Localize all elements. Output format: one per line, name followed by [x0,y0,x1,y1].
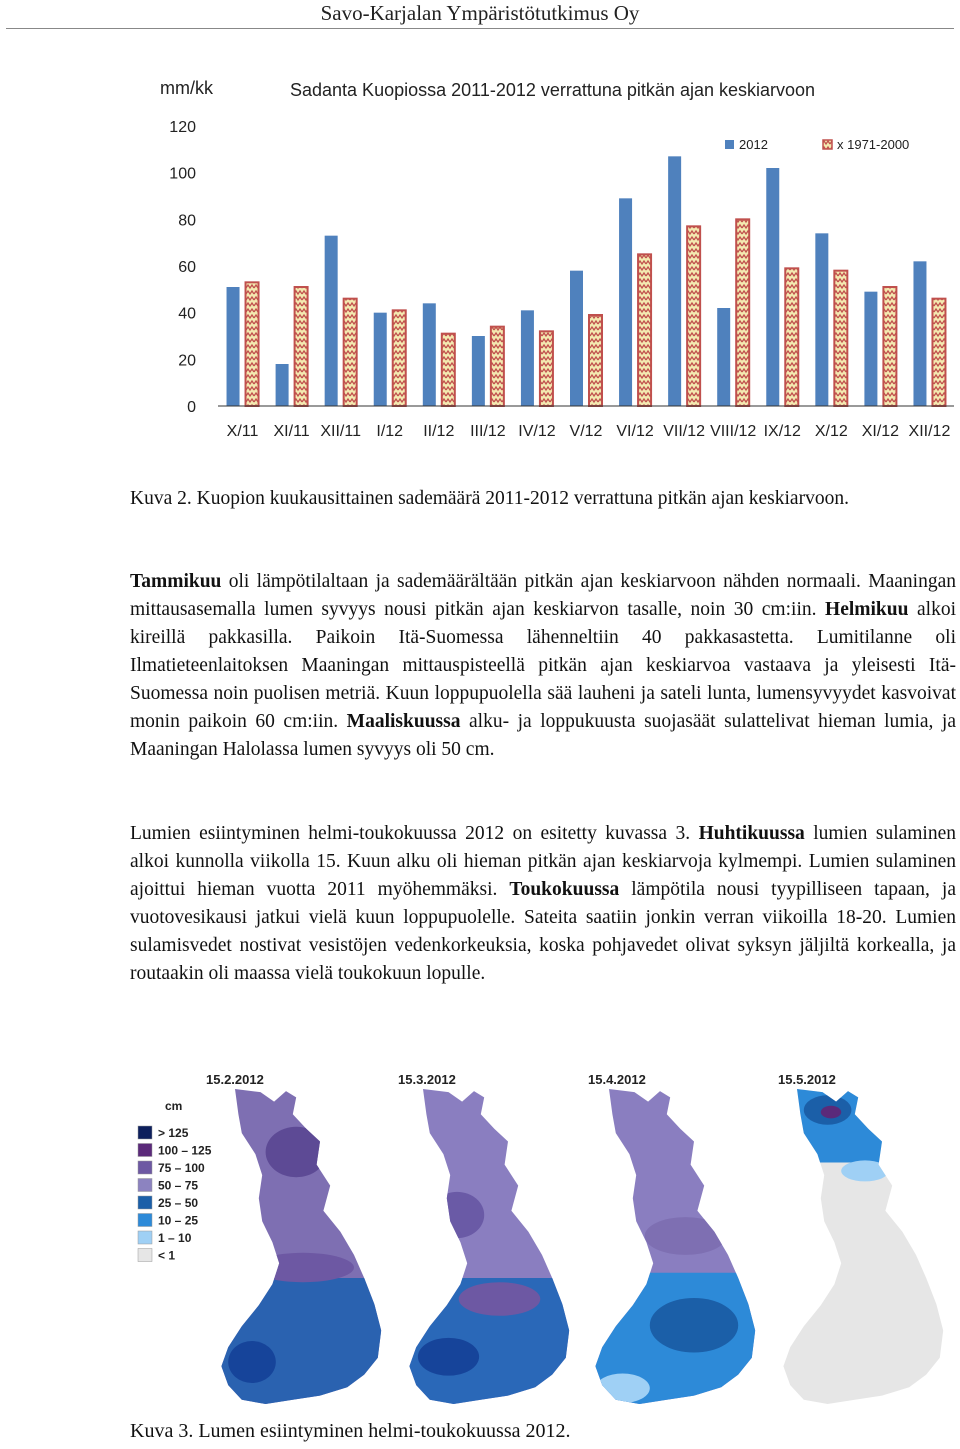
legend-range-label: 100 – 125 [158,1143,212,1158]
paragraph-2 [130,820,956,988]
month-tammikuu: Tammikuu [130,571,222,592]
map-date-3: 15.4.2012 [588,1072,646,1087]
bar-2012 [472,336,485,406]
x-tick-label: X/12 [814,423,848,440]
bar-1971-2000 [344,299,357,406]
y-tick-label: 100 [169,165,196,183]
snow-maps-figure [130,1064,950,1409]
x-tick-label: VIII/12 [710,423,757,440]
x-tick-label: XI/11 [273,423,310,440]
bar-1971-2000 [638,254,651,406]
para1-text-3: alku- ja loppukuusta suojasäät sulattelivat hieman lumia, ja Maaningan Halolassa lumen syvyys oli 50 cm. [130,711,956,760]
x-tick-label: IX/12 [763,423,801,440]
bar-1971-2000 [491,327,504,406]
x-tick-label: IV/12 [518,423,556,440]
legend-color-swatch [138,1179,152,1192]
legend-color-swatch [138,1196,152,1209]
x-tick-label: XII/12 [908,423,951,440]
legend-label: x 1971-2000 [837,137,910,152]
bar-2012 [521,310,534,406]
y-tick-label: 0 [187,399,196,416]
month-helmikuu: Helmikuu [825,599,909,620]
header-title: Savo-Karjalan Ympäristötutkimus Oy [320,1,640,25]
chart-ylabel: mm/kk [160,78,213,98]
bar-1971-2000 [442,334,455,406]
bar-2012 [325,236,338,406]
bar-2012 [570,271,583,406]
map-15-5-2012 [780,1089,950,1404]
x-tick-label: XI/12 [861,423,900,440]
legend-color-swatch [138,1161,152,1174]
bar-2012 [374,313,387,406]
bar-2012 [276,364,289,406]
legend-label: 2012 [739,137,768,152]
map-date-2: 15.3.2012 [398,1072,456,1087]
bar-1971-2000 [295,287,308,406]
y-tick-label: 80 [178,212,196,230]
para2-text-2: lumien sulaminen alkoi kunnolla viikolla 15. Kuun alku oli hieman pitkän ajan keskiarvoja kylmempi. Lumien sulaminen ajoittui hieman vuotta 2011 myöhemmäksi. [130,823,957,900]
legend-range-label: 25 – 50 [158,1196,199,1210]
bar-1971-2000 [540,331,553,406]
legend-swatch [823,140,832,149]
map-15-4-2012 [592,1089,762,1409]
bar-1971-2000 [246,282,259,406]
map-15-3-2012 [406,1089,576,1409]
para2-text-3: lämpötila nousi tyypilliseen tapaan, ja vuotovesikausi jatkui vielä kuun loppupuolelle. Sateita saatiin jonkin verran viikoilla 18-20. Lumien sulamisvedet nostivat vesistöjen vedenkorkeuksia, koska pohjavedet olivat syksyn jäljiltä korkealla, ja routaakin oli maassa vielä toukokuun lopulle. [130,879,956,984]
figure-2-caption: Kuva 2. Kuopion kuukausittainen sademäärä 2011-2012 verrattuna pitkän ajan keskiarvoon. [130,488,849,509]
x-tick-label: V/12 [569,423,603,440]
y-tick-label: 120 [169,119,196,136]
bar-2012 [668,156,681,406]
x-tick-label: VII/12 [663,423,706,440]
x-tick-label: I/12 [376,423,404,440]
x-tick-label: III/12 [470,423,506,440]
para1-text-1: oli lämpötilaltaan ja sademäärältään pitkän ajan keskiarvoon nähden normaali. Maaningan mittausasemalla lumen syvyys nousi pitkän ajan keskiarvon tasalle, noin 30 cm:iin. [130,571,956,620]
chart-title: Sadanta Kuopiossa 2011-2012 verrattuna pitkän ajan keskiarvoon [290,80,816,100]
x-tick-label: II/12 [423,423,455,440]
legend-range-label: 1 – 10 [158,1231,192,1245]
para1-text-2: alkoi kireillä pakkasilla. Paikoin Itä-Suomessa lähenneltiin 40 pakkasastetta. Lumitilanne oli Ilmatieteenlaitoksen Maaningan mittauspisteellä pitkän ajan keskiarvoa vastaava ja yleisesti Itä-Suomessa noin puolisen metriä. Kuun loppupuolella sää lauheni ja sateli lunta, lumensyvyydet kasvoivat monin paikoin 60 cm:iin. [130,599,956,732]
legend-swatch [725,140,734,149]
y-tick-label: 40 [178,305,196,323]
bar-series [227,156,946,406]
legend-unit: cm [165,1099,183,1113]
bar-1971-2000 [785,268,798,406]
legend-range-label: 75 – 100 [158,1161,205,1175]
month-toukokuu: Toukokuussa [509,879,620,900]
legend-color-swatch [138,1144,152,1157]
legend-range-label: < 1 [158,1248,176,1263]
legend-range-label: 50 – 75 [158,1178,199,1193]
bar-1971-2000 [883,287,896,406]
month-huhtikuu: Huhtikuussa [698,823,805,844]
bar-2012 [423,303,436,406]
x-tick-label: XII/11 [320,423,361,440]
header-rule [6,28,954,29]
legend-color-swatch [138,1126,152,1139]
legend-range-label: 10 – 25 [158,1213,199,1228]
legend-color-swatch [138,1231,152,1244]
para2-text-1: Lumien esiintyminen helmi-toukokuussa 2012 on esitetty kuvassa 3. [130,823,699,844]
bar-2012 [619,198,632,406]
page-header [0,0,960,26]
paragraph-1 [130,568,956,764]
legend-color-swatch [138,1214,152,1227]
bar-1971-2000 [687,226,700,406]
chart-legend [725,137,909,152]
bar-1971-2000 [834,271,847,406]
map-date-4: 15.5.2012 [778,1072,836,1087]
bar-1971-2000 [393,310,406,406]
bar-1971-2000 [932,299,945,406]
x-tick-label: VI/12 [616,423,654,440]
bar-1971-2000 [589,315,602,406]
legend-color-swatch [138,1249,152,1262]
precipitation-chart [150,68,960,448]
legend-range-label: > 125 [158,1126,189,1140]
snow-depth-legend [138,1099,212,1263]
bar-2012 [717,308,730,406]
map-15-2-2012 [218,1089,388,1409]
bar-2012 [864,292,877,406]
map-date-1: 15.2.2012 [206,1072,264,1087]
x-tick-label: X/11 [226,423,259,440]
y-tick-label: 60 [178,259,196,276]
y-tick-label: 20 [178,352,196,370]
bar-2012 [913,261,926,406]
bar-2012 [815,233,828,406]
x-axis [227,423,951,440]
y-axis [169,119,196,416]
bar-1971-2000 [736,219,749,406]
bar-2012 [227,287,240,406]
bar-2012 [766,168,779,406]
figure-3-caption: Kuva 3. Lumen esiintyminen helmi-toukokuussa 2012. [130,1420,571,1442]
month-maaliskuu: Maaliskuussa [346,711,461,732]
